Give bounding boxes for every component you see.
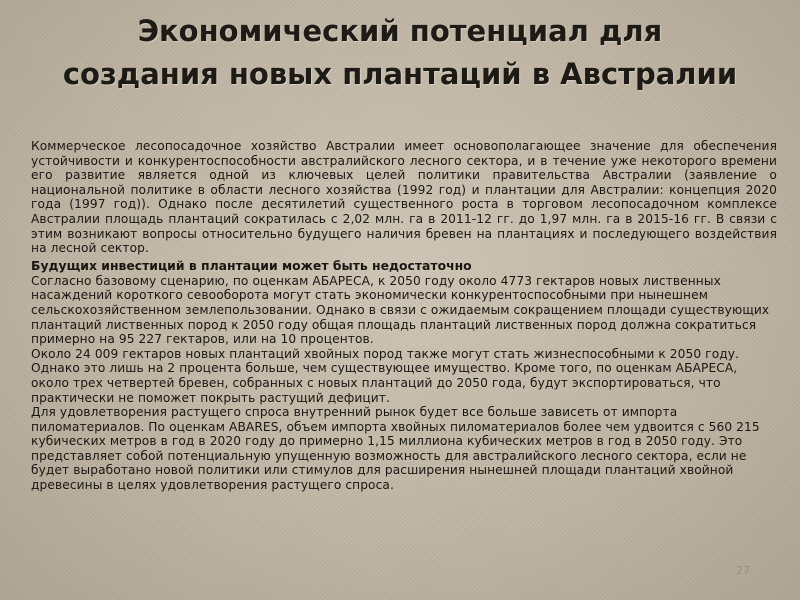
slide-body (31, 139, 777, 493)
paragraph-softwood: Около 24 009 гектаров новых плантаций хвойных пород также могут стать жизнеспособными к 2050 году. Однако это лишь на 2 процента больше, чем существующее имущество. Кроме того, по оценкам АБАРЕСА, около трех четвертей бревен, собранных с новых плантаций до 2050 года, будут экспортироваться, что практически не поможет покрыть растущий дефицит. (31, 346, 740, 405)
slide-title: Экономический потенциал для создания новых плантаций в Австралии (62, 14, 738, 91)
page-number: 27 (736, 564, 750, 577)
paragraph-intro: Коммерческое лесопосадочное хозяйство Австралии имеет основополагающее значение для обеспечения устойчивости и конкурентоспособности австралийского лесного сектора, и в течение уже некоторого времени его развитие является одной из ключевых целей политики правительства Австралии (заявление о национальной политике в области лесного хозяйства (1992 год) и плантации для Австралии: концепция 2020 года (1997 год)). Однако после десятилетий существенного роста в торговом лесопосадочном комплексе Австралии площадь плантаций сократилась с 2,02 млн. га в 2011-12 гг. до 1,97 млн. га в 2015-16 гг. В связи с этим возникают вопросы относительно будущего наличия бревен на плантациях и последующего воздействия на лесной сектор. (31, 139, 777, 256)
paragraph-imports: Для удовлетворения растущего спроса внутренний рынок будет все больше зависеть от импорта пиломатериалов. По оценкам ABARES, объем импорта хвойных пиломатериалов более чем удвоится с 560 215 кубических метров в год в 2020 году до примерно 1,15 миллиона кубических метров в год в 2050 году. Это представляет собой потенциальную упущенную возможность для австралийского лесного сектора, если не будет выработано новой политики или стимулов для расширения нынешней площади плантаций хвойной древесины в целях удовлетворения растущего спроса. (31, 405, 760, 493)
paragraph-hardwood: Согласно базовому сценарию, по оценкам АБАРЕСА, к 2050 году около 4773 гектаров новых лиственных насаждений короткого севооборота могут стать экономически конкурентоспособными при нынешнем сельскохозяйственном землепользовании. Однако в связи с ожидаемым сокращением площади существующих плантаций лиственных пород к 2050 году общая площадь плантаций лиственных пород должна сократиться примерно на 95 227 гектаров, или на 10 процентов. (31, 273, 770, 347)
section-subheading: Будущих инвестиций в плантации может быть недостаточно (31, 257, 472, 273)
